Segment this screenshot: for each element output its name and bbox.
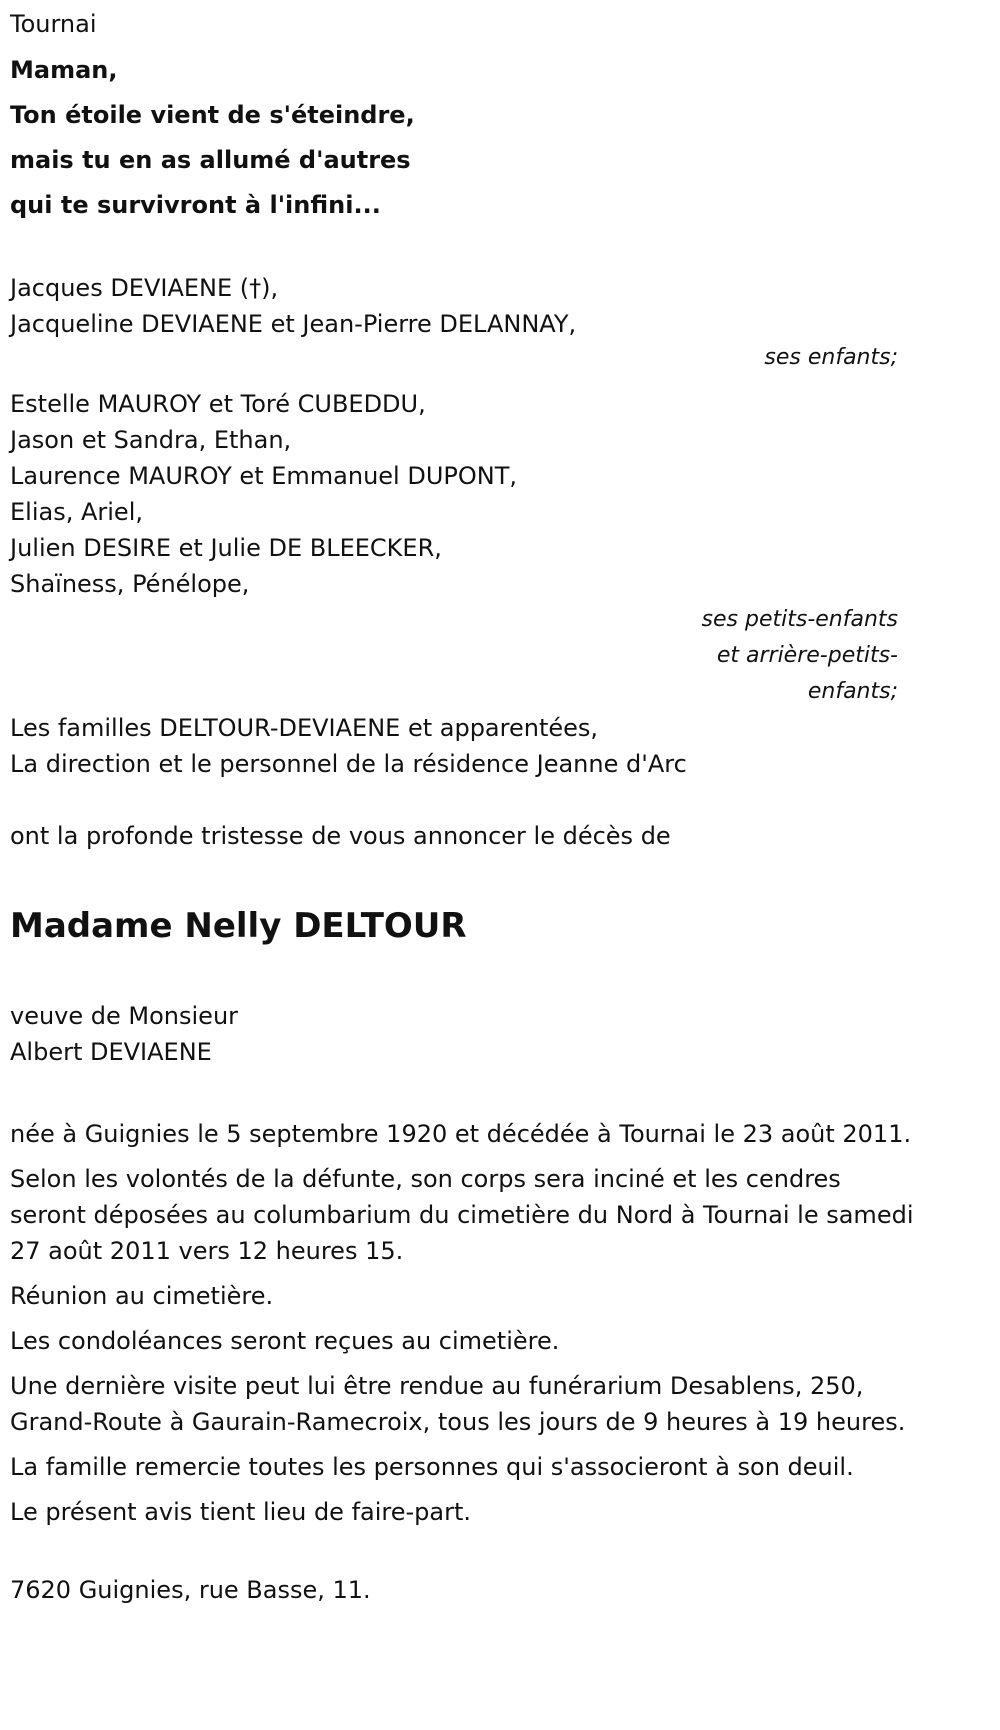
- family-member-line: Elias, Ariel,: [10, 498, 143, 526]
- family-member-line: Jacques DEVIAENE (†),: [10, 274, 279, 302]
- families-list: [10, 710, 920, 782]
- role-line: et arrière-petits-: [716, 643, 898, 668]
- detail-paragraph: Réunion au cimetière.: [10, 1282, 274, 1310]
- widow-of: [10, 998, 920, 1070]
- poem-line: qui te survivront à l'infini...: [10, 191, 381, 219]
- poem: [10, 48, 920, 228]
- family-line: Les familles DELTOUR-DEVIAENE et apparentées,: [10, 714, 599, 742]
- family-member-line: Jacqueline DEVIAENE et Jean-Pierre DELANNAY,: [10, 310, 577, 338]
- widow-line: veuve de Monsieur: [10, 1002, 239, 1030]
- grandchildren-list: [10, 386, 920, 602]
- role-line: enfants;: [807, 679, 898, 704]
- address: 7620 Guignies, rue Basse, 11.: [10, 1576, 371, 1604]
- role-line: ses petits-enfants: [701, 607, 898, 632]
- poem-line: Ton étoile vient de s'éteindre,: [10, 101, 415, 129]
- family-member-line: Shaïness, Pénélope,: [10, 570, 250, 598]
- detail-paragraph: Selon les volontés de la défunte, son corps sera inciné et les cendres seront déposées au columbarium du cimetière du Nord à Tournai le samedi 27 août 2011 vers 12 heures 15.: [10, 1165, 914, 1265]
- children-list: [10, 270, 920, 342]
- family-member-line: Estelle MAUROY et Toré CUBEDDU,: [10, 390, 426, 418]
- detail-paragraph: Le présent avis tient lieu de faire-part.: [10, 1498, 472, 1526]
- detail-paragraph: La famille remercie toutes les personnes qui s'associeront à son deuil.: [10, 1453, 854, 1481]
- place-name: Tournai: [10, 10, 97, 38]
- family-member-line: Laurence MAUROY et Emmanuel DUPONT,: [10, 462, 517, 490]
- detail-paragraph: Une dernière visite peut lui être rendue au funérarium Desablens, 250, Grand-Route à Gaurain-Ramecroix, tous les jours de 9 heures à 19 heures.: [10, 1372, 906, 1436]
- family-member-line: Jason et Sandra, Ethan,: [10, 426, 292, 454]
- family-line: La direction et le personnel de la résidence Jeanne d'Arc: [10, 750, 687, 778]
- deceased-name: Madame Nelly DELTOUR: [10, 906, 467, 946]
- poem-line: Maman,: [10, 56, 118, 84]
- announcement: ont la profonde tristesse de vous annoncer le décès de: [10, 822, 671, 850]
- children-role: ses enfants;: [764, 345, 898, 370]
- widow-line: Albert DEVIAENE: [10, 1038, 212, 1066]
- funeral-details: [10, 1116, 920, 1530]
- grandchildren-role: [10, 602, 898, 710]
- detail-paragraph: Les condoléances seront reçues au cimetière.: [10, 1327, 560, 1355]
- family-member-line: Julien DESIRE et Julie DE BLEECKER,: [10, 534, 442, 562]
- poem-line: mais tu en as allumé d'autres: [10, 146, 411, 174]
- detail-paragraph: née à Guignies le 5 septembre 1920 et décédée à Tournai le 23 août 2011.: [10, 1120, 912, 1148]
